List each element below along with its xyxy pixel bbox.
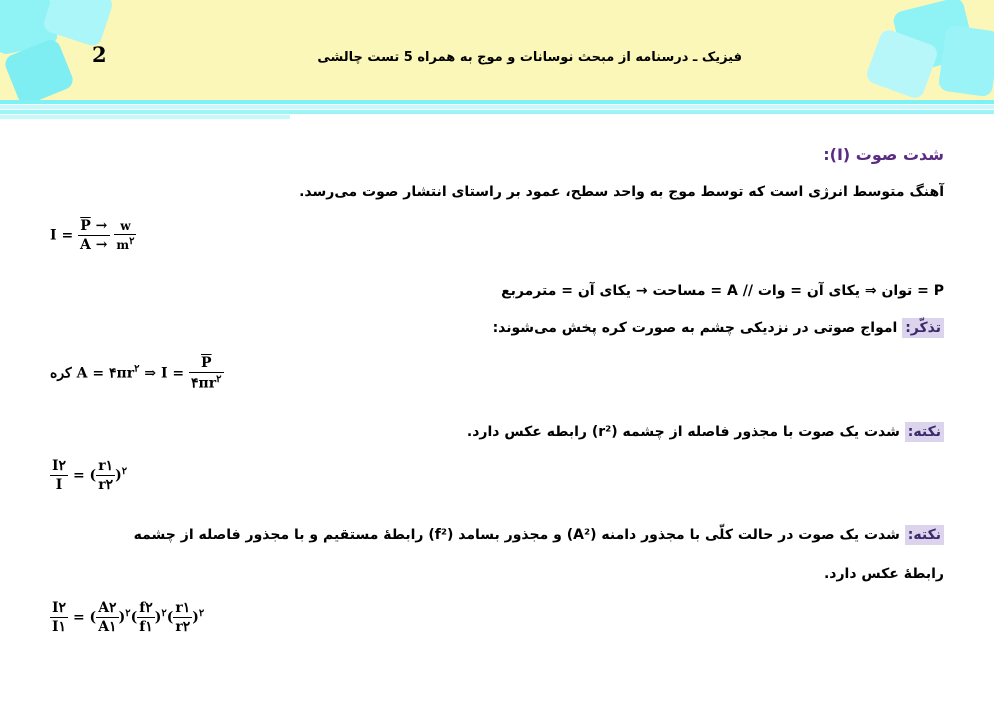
- formula-distance-ratio: $\frac{I۲}{I}$ = ( $\frac{r۱}{r۲}$ )$^۲$: [52, 458, 128, 493]
- note-general: [134, 527, 944, 543]
- intro-text: آهنگ متوسط انرژی است که توسط موج به واحد سطح، عمود بر راستای انتشار صوت می‌رسد.: [299, 184, 944, 200]
- note-distance: [467, 424, 944, 440]
- page-header: [0, 0, 994, 100]
- formula-fraction: $\frac{I۲}{I۱}$: [52, 600, 67, 635]
- units-line: P = توان ⇒ یکای آن = وات // A = مساحت → یکای آن = مترمربع: [501, 283, 944, 299]
- note-tag: نکته:: [905, 525, 944, 545]
- formula-sphere: کره $A = ۴\pi r^۲$ ⇒ I = $\frac{\overline{P}}{۴\pi r^۲}$: [50, 355, 222, 392]
- unit-fraction: $\frac{w}{m^۲}$: [116, 219, 135, 252]
- header-stripe: [0, 105, 994, 109]
- remember-tag: تذکّر:: [902, 318, 944, 338]
- section-heading: شدت صوت (I):: [823, 145, 944, 164]
- formula-intensity: [50, 218, 136, 253]
- header-stripe: [0, 100, 994, 104]
- remember-note: [493, 320, 944, 336]
- header-stripe: [0, 110, 994, 114]
- page-number: 2: [92, 42, 107, 67]
- formula-fraction: $\frac{f۲}{f۱}$: [139, 600, 153, 635]
- decor-square: [938, 25, 994, 98]
- formula-eq: =: [61, 227, 74, 244]
- header-stripe: [0, 115, 290, 119]
- page-title: فیزیک ـ درسنامه از مبحث نوسانات و موج به همراه 5 تست چالشی: [317, 50, 742, 65]
- formula-fraction: $\frac{\overline{P} \to}{A \to}$: [80, 218, 108, 253]
- formula-general-ratio: $\frac{I۲}{I۱}$ = ( $\frac{A۲}{A۱}$ )$^۲$( $\frac{f۲}{f۱}$ )$^۲$( $\frac{r۱}{r۲}$ )$^۲$: [52, 600, 205, 635]
- formula-fraction: $\frac{r۱}{r۲}$: [175, 600, 191, 635]
- formula-fraction: $\frac{I۲}{I}$: [52, 458, 67, 493]
- formula-fraction: $\frac{r۱}{r۲}$: [98, 458, 114, 493]
- note-tag: نکته:: [905, 422, 944, 442]
- note-general-line2: رابطهٔ عکس دارد.: [823, 566, 944, 582]
- formula-lhs: I: [50, 227, 57, 244]
- note-text: شدت یک صوت در حالت کلّی با مجذور دامنه (A²) و مجذور بسامد (f²) رابطهٔ مستقیم و با مجذور فاصله از چشمه: [133, 527, 900, 543]
- formula-fraction: $\frac{A۲}{A۱}$: [98, 600, 117, 635]
- note-text: شدت یک صوت با مجذور فاصله از چشمه (r²) رابطه عکس دارد.: [466, 424, 900, 440]
- remember-text: امواج صوتی در نزدیکی چشم به صورت کره پخش می‌شوند:: [492, 320, 898, 336]
- formula-fraction: $\frac{\overline{P}}{۴\pi r^۲}$: [190, 355, 222, 392]
